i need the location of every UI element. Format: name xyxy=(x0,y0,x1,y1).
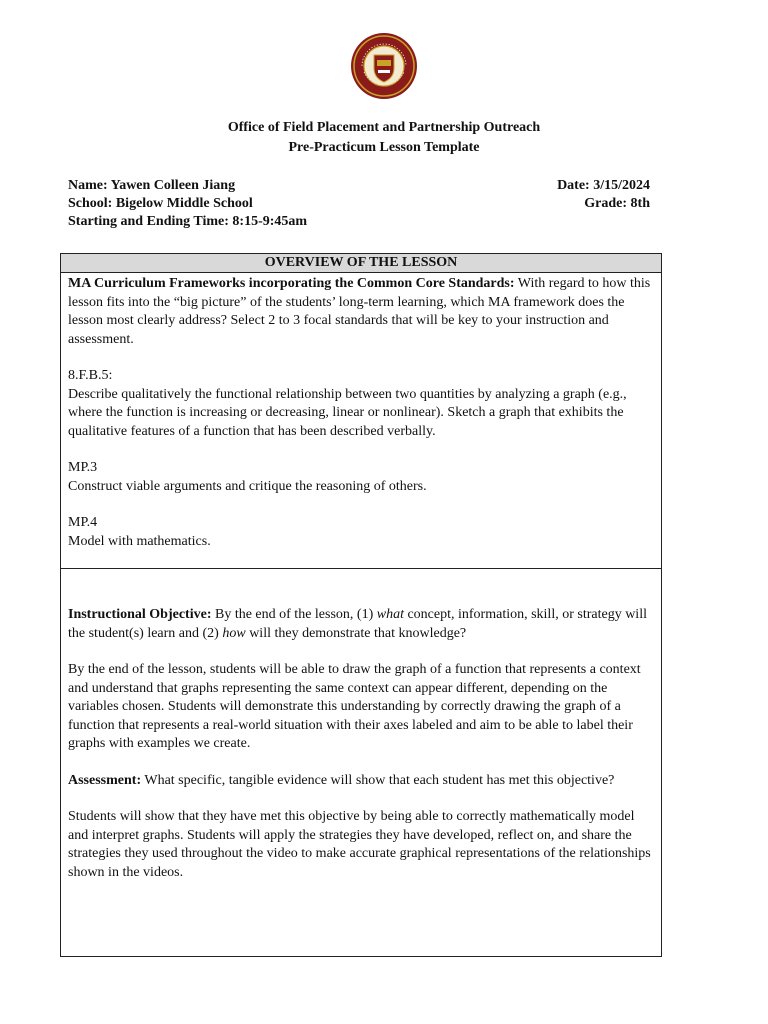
standard-code: MP.3 xyxy=(68,460,98,475)
standard-item xyxy=(68,514,655,551)
frameworks-label: MA Curriculum Frameworks incorporating the Common Core Standards: xyxy=(68,276,515,291)
objective-what: what xyxy=(376,607,404,622)
school-line xyxy=(68,195,307,213)
grade-line xyxy=(557,195,650,213)
overview-heading: OVERVIEW OF THE LESSON xyxy=(61,254,661,273)
document-title xyxy=(0,118,768,158)
objective-prompt-part: concept, information, skill, or strategy will the student(s) learn and (2) xyxy=(68,607,647,641)
standard-text: Describe qualitatively the functional relationship between two quantities by analyzing a graph (e.g., where the function is increasing or decreasing, linear or nonlinear). Sketch a graph that exhibits the qualitative features of a function that has been described verbally. xyxy=(68,386,627,439)
overview-box xyxy=(60,253,662,569)
name-value: Yawen Colleen Jiang xyxy=(110,178,236,193)
objective-how: how xyxy=(222,625,246,641)
name-label: Name: xyxy=(68,178,108,193)
frameworks-paragraph xyxy=(68,275,655,349)
school-label: School: xyxy=(68,196,113,211)
objective-prompt xyxy=(68,606,655,643)
assessment-prompt xyxy=(68,772,655,791)
objective-assessment-box xyxy=(60,568,662,957)
assessment-answer: Students will show that they have met this objective by being able to correctly mathematically model and interpret graphs. Students will apply the strategies they have developed, reflect on, and share the strategies they used throughout the video to make accurate graphical representations of the relationships shown in the videos. xyxy=(68,809,651,880)
info-left xyxy=(68,177,307,231)
time-line xyxy=(68,213,307,231)
time-value: 8:15-9:45am xyxy=(232,214,308,229)
info-right xyxy=(557,177,650,213)
office-title: Office of Field Placement and Partnership Outreach xyxy=(227,120,541,135)
objective-answer: By the end of the lesson, students will be able to draw the graph of a function that represents a context and understand that graphs representing the same context can appear different, depending on the variables chosen. Students will demonstrate this understanding by correctly drawing the graph of a function that represents a real-world situation with their axes labeled and aim to be able to label their graphs with examples we create. xyxy=(68,662,641,751)
assessment-label: Assessment: xyxy=(68,772,142,788)
template-title: Pre-Practicum Lesson Template xyxy=(288,140,480,155)
date-label: Date: xyxy=(557,178,590,193)
date-value: 3/15/2024 xyxy=(593,178,650,193)
objective-prompt-part: will they demonstrate that knowledge? xyxy=(245,625,467,641)
objective-assessment-body xyxy=(61,569,661,882)
university-seal-icon xyxy=(350,32,418,100)
date-line xyxy=(557,177,650,195)
name-line xyxy=(68,177,307,195)
standard-text: Model with mathematics. xyxy=(68,533,211,549)
assessment-prompt-text: What specific, tangible evidence will show that each student has met this objective? xyxy=(141,772,615,788)
standard-item xyxy=(68,367,655,441)
standard-code: 8.F.B.5: xyxy=(68,368,113,383)
standard-code: MP.4 xyxy=(68,515,98,530)
frameworks-prompt: With regard to how this lesson fits into the “big picture” of the students’ long-term learning, which MA framework does the lesson most clearly address? Select 2 to 3 focal standards that will be key to your instruction and assessment. xyxy=(68,276,651,347)
standard-text: Construct viable arguments and critique the reasoning of others. xyxy=(68,478,427,494)
grade-value: 8th xyxy=(630,196,650,211)
objective-prompt-part: By the end of the lesson, (1) xyxy=(211,607,377,622)
grade-label: Grade: xyxy=(584,196,628,211)
objective-label: Instructional Objective: xyxy=(68,607,212,622)
school-value: Bigelow Middle School xyxy=(115,196,253,211)
time-label: Starting and Ending Time: xyxy=(68,214,229,229)
standard-item xyxy=(68,459,655,496)
overview-body xyxy=(61,273,661,551)
